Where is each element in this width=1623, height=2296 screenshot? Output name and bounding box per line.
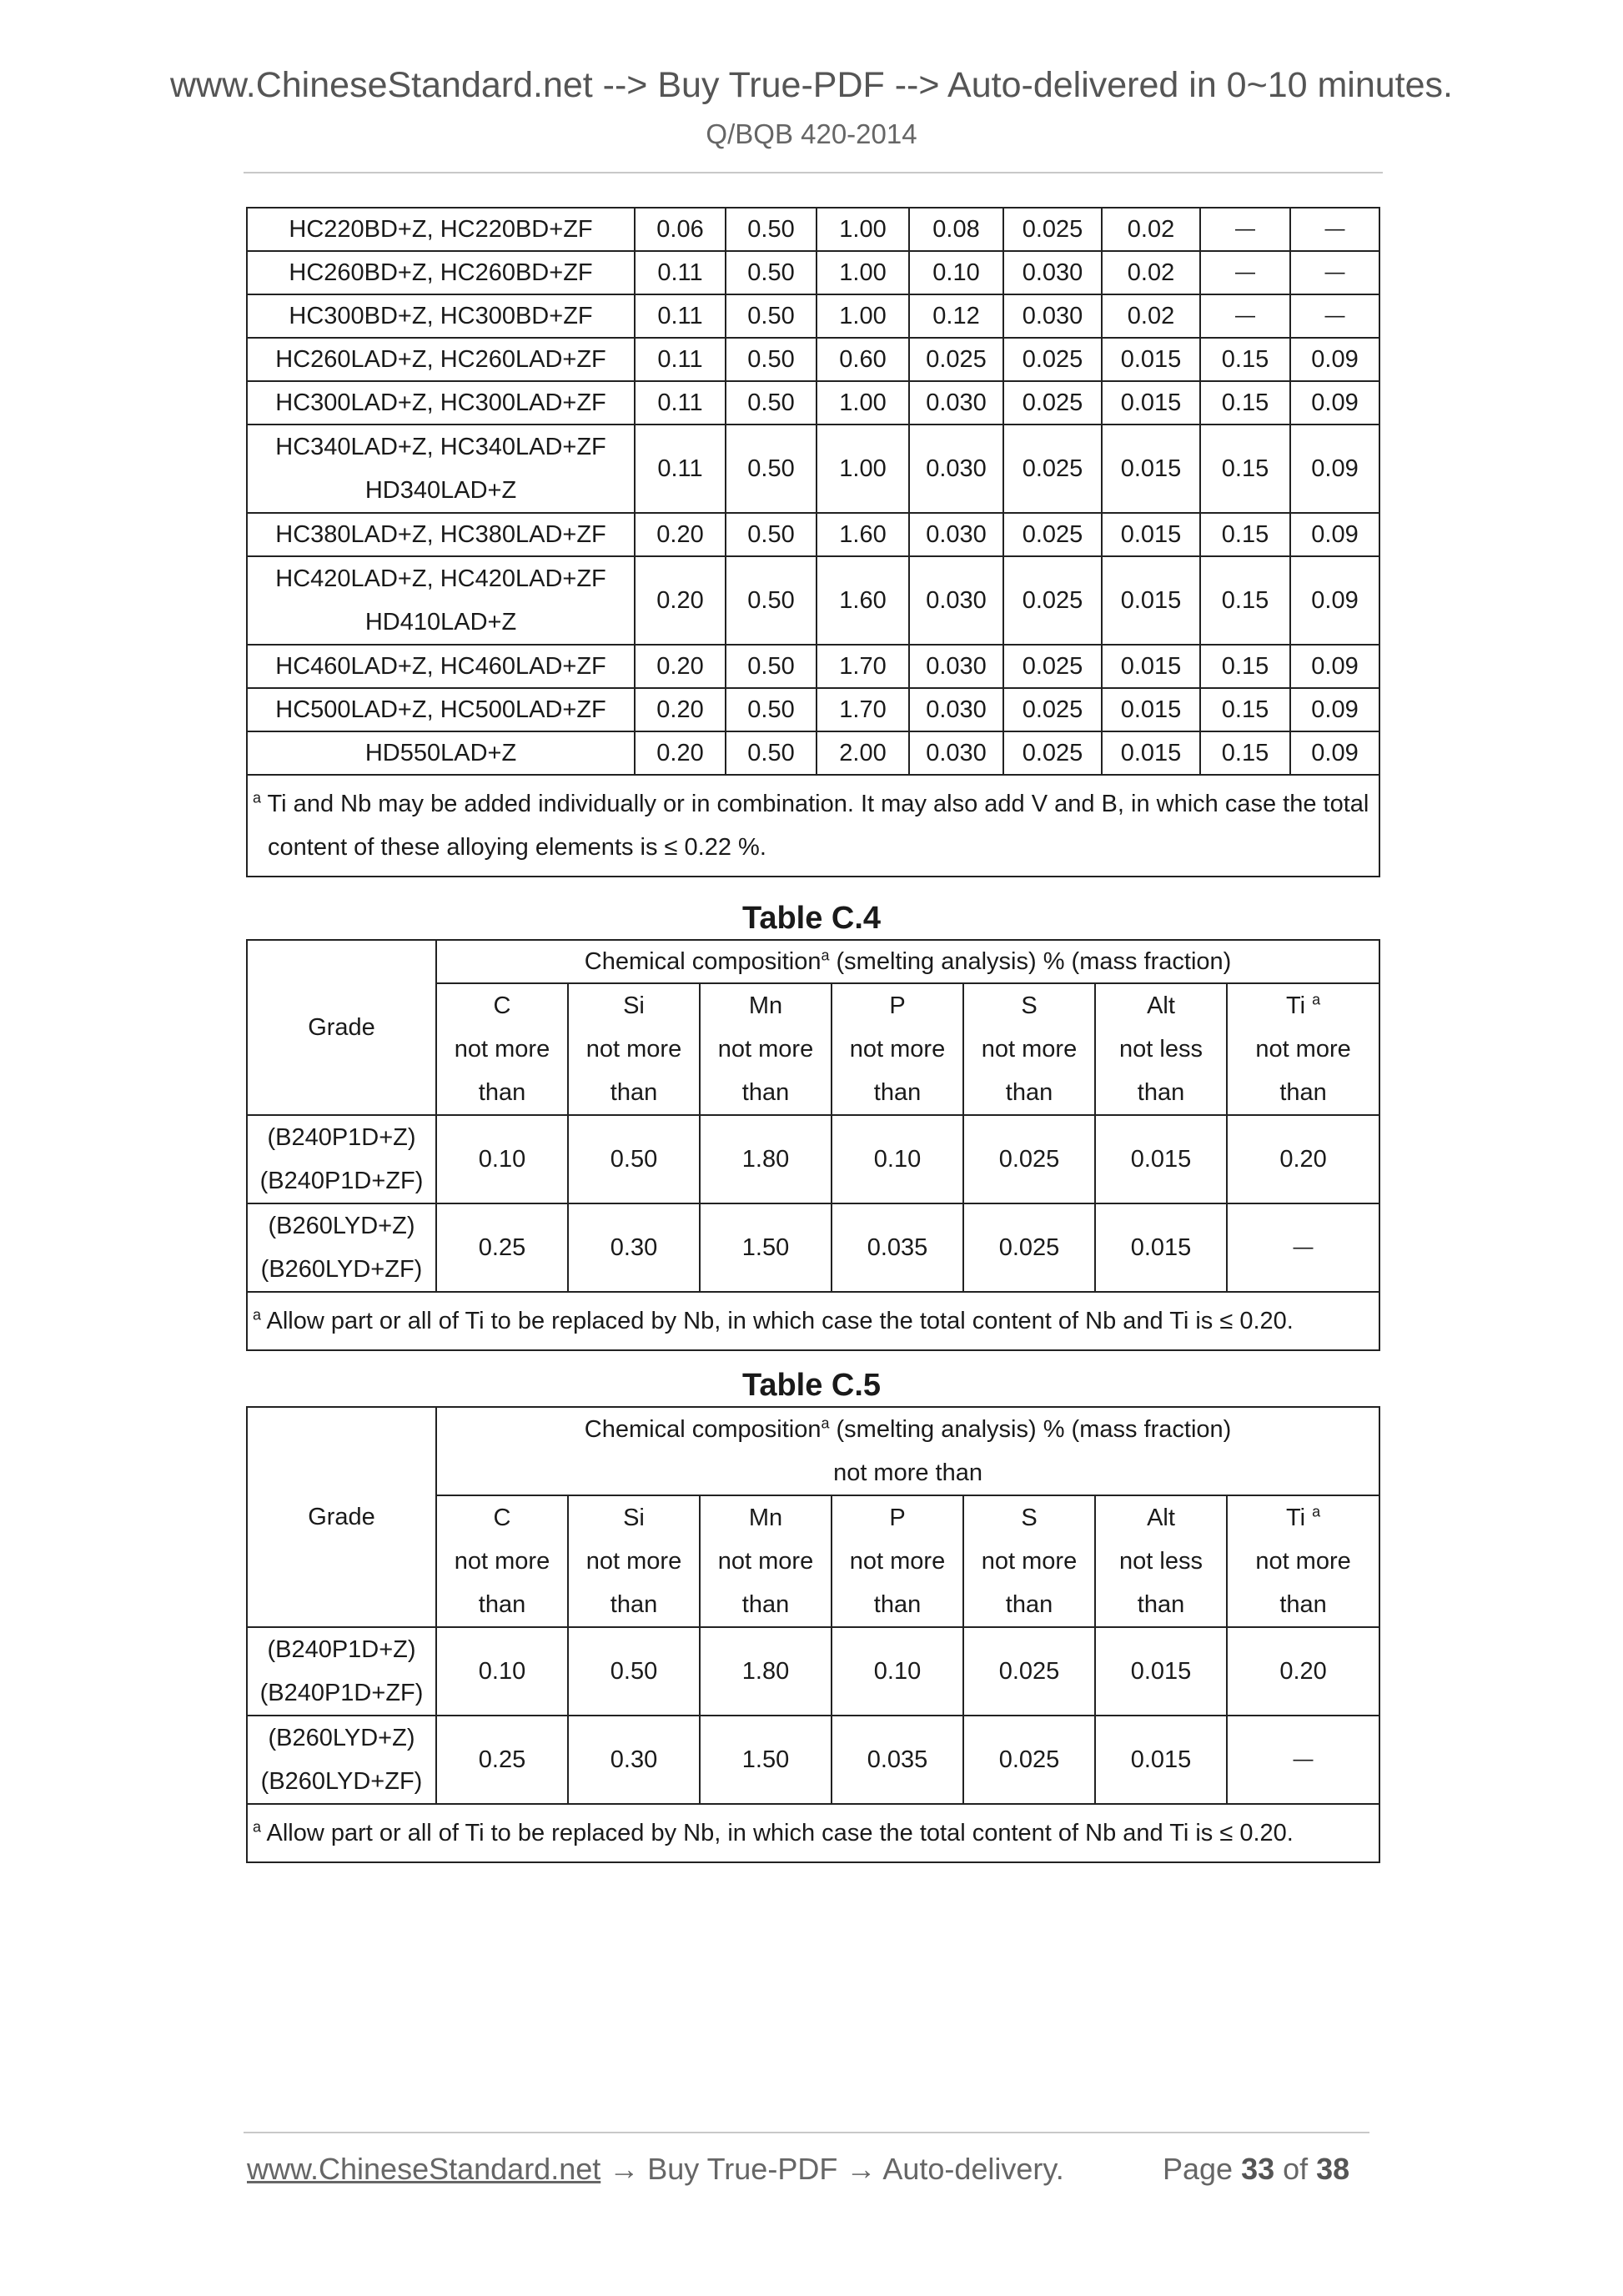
value-cell: 0.11 [635, 294, 726, 338]
grade-cell: HC380LAD+Z, HC380LAD+ZF [247, 513, 635, 556]
value-cell: 0.50 [726, 208, 817, 251]
value-cell: 0.50 [726, 294, 817, 338]
value-cell: 0.20 [635, 513, 726, 556]
element-column-header: S not more than [963, 983, 1095, 1115]
value-cell: 0.25 [436, 1203, 568, 1292]
value-cell: 0.25 [436, 1716, 568, 1804]
table-row [247, 645, 1379, 688]
value-cell: 0.09 [1290, 513, 1379, 556]
table-row [247, 513, 1379, 556]
table-footnote: $^a$ Ti and Nb may be added individually or in combination. It may also add V and B, in which case the total content of these alloying elements is ≤ 0.22 %. [247, 775, 1379, 877]
element-column-header: C not more than [436, 983, 568, 1115]
value-cell: 0.15 [1200, 425, 1290, 513]
element-column-header: S not more than [963, 1495, 1095, 1627]
element-column-header: Alt not less than [1095, 1495, 1227, 1627]
value-cell: 0.50 [726, 381, 817, 425]
value-cell: — [1200, 294, 1290, 338]
element-column-header: Si not more than [568, 1495, 700, 1627]
value-cell: 1.00 [817, 208, 909, 251]
table-row [247, 556, 1379, 645]
value-cell: 0.06 [635, 208, 726, 251]
value-cell: 1.50 [700, 1203, 832, 1292]
value-cell: 0.15 [1200, 556, 1290, 645]
value-cell: 0.09 [1290, 425, 1379, 513]
table-footnote: $^a$ Allow part or all of Ti to be replaced by Nb, in which case the total content of Nb and Ti is ≤ 0.20. [247, 1804, 1379, 1862]
table-c4 [246, 939, 1380, 1351]
table-c3-continued [246, 207, 1380, 877]
table-row [247, 338, 1379, 381]
element-column-header: Ti $^a$ not more than [1227, 983, 1379, 1115]
value-cell: 0.025 [963, 1716, 1095, 1804]
value-cell: 0.50 [726, 425, 817, 513]
value-cell: 0.10 [832, 1627, 963, 1716]
value-cell: 0.20 [635, 688, 726, 731]
value-cell: 0.11 [635, 338, 726, 381]
value-cell: 0.20 [635, 556, 726, 645]
value-cell: 0.12 [909, 294, 1003, 338]
table-footnote: $^a$ Allow part or all of Ti to be replaced by Nb, in which case the total content of Nb and Ti is ≤ 0.20. [247, 1292, 1379, 1350]
grade-cell: HC260LAD+Z, HC260LAD+ZF [247, 338, 635, 381]
value-cell: 0.09 [1290, 731, 1379, 775]
value-cell: 0.02 [1102, 251, 1200, 294]
chem-composition-header: Chemical composition$^a$ (smelting analysis) % (mass fraction) not more than [436, 1407, 1379, 1495]
value-cell: 0.20 [635, 645, 726, 688]
value-cell: 0.15 [1200, 381, 1290, 425]
value-cell: 0.20 [1227, 1115, 1379, 1203]
chem-composition-header: Chemical composition$^a$ (smelting analysis) % (mass fraction) [436, 940, 1379, 983]
value-cell: 0.025 [963, 1203, 1095, 1292]
value-cell: 0.15 [1200, 645, 1290, 688]
value-cell: 1.00 [817, 294, 909, 338]
value-cell: 1.80 [700, 1115, 832, 1203]
grade-cell: HC420LAD+Z, HC420LAD+ZF HD410LAD+Z [247, 556, 635, 645]
footer-divider [244, 2132, 1369, 2133]
value-cell: 0.02 [1102, 208, 1200, 251]
element-column-header: P not more than [832, 983, 963, 1115]
grade-cell: HD550LAD+Z [247, 731, 635, 775]
element-column-header: Mn not more than [700, 983, 832, 1115]
value-cell: 0.025 [1003, 338, 1102, 381]
table-c4-title: Table C.4 [741, 901, 882, 936]
header-divider [244, 172, 1383, 173]
value-cell: 0.025 [1003, 688, 1102, 731]
footer-promo [247, 2152, 1064, 2187]
table-row [247, 251, 1379, 294]
value-cell: 1.00 [817, 425, 909, 513]
value-cell: 1.60 [817, 513, 909, 556]
value-cell: 0.15 [1200, 731, 1290, 775]
value-cell: 1.70 [817, 645, 909, 688]
element-column-header: Ti $^a$ not more than [1227, 1495, 1379, 1627]
value-cell: 0.10 [436, 1627, 568, 1716]
value-cell: 0.30 [568, 1203, 700, 1292]
value-cell: 0.50 [726, 645, 817, 688]
grade-cell: HC340LAD+Z, HC340LAD+ZF HD340LAD+Z [247, 425, 635, 513]
value-cell: 0.015 [1095, 1115, 1227, 1203]
table-c5 [246, 1406, 1380, 1863]
value-cell: 2.00 [817, 731, 909, 775]
value-cell: 0.50 [726, 731, 817, 775]
value-cell: 0.030 [909, 556, 1003, 645]
table-row [247, 688, 1379, 731]
value-cell: 0.50 [726, 556, 817, 645]
value-cell: — [1227, 1203, 1379, 1292]
value-cell: 0.025 [1003, 513, 1102, 556]
value-cell: 0.025 [909, 338, 1003, 381]
grade-cell: (B260LYD+Z) (B260LYD+ZF) [247, 1716, 436, 1804]
grade-header: Grade [247, 1407, 436, 1627]
value-cell: — [1290, 251, 1379, 294]
element-column-header: Si not more than [568, 983, 700, 1115]
value-cell: 0.11 [635, 381, 726, 425]
value-cell: — [1200, 208, 1290, 251]
value-cell: — [1290, 294, 1379, 338]
grade-cell: HC300LAD+Z, HC300LAD+ZF [247, 381, 635, 425]
value-cell: 0.030 [909, 381, 1003, 425]
header-banner: www.ChineseStandard.net --> Buy True-PDF --> Auto-delivered in 0~10 minutes. [169, 65, 1453, 105]
value-cell: 0.10 [436, 1115, 568, 1203]
grade-cell: HC260BD+Z, HC260BD+ZF [247, 251, 635, 294]
value-cell: 0.50 [726, 338, 817, 381]
value-cell: 0.025 [1003, 556, 1102, 645]
grade-cell: HC500LAD+Z, HC500LAD+ZF [247, 688, 635, 731]
value-cell: 0.09 [1290, 556, 1379, 645]
value-cell: 0.015 [1102, 731, 1200, 775]
value-cell: 0.015 [1102, 381, 1200, 425]
value-cell: 0.02 [1102, 294, 1200, 338]
value-cell: 0.025 [1003, 731, 1102, 775]
page-total: 38 [1316, 2152, 1350, 2186]
table-row [247, 731, 1379, 775]
value-cell: — [1227, 1716, 1379, 1804]
value-cell: 0.20 [635, 731, 726, 775]
footer-promo-text: → Buy True-PDF → Auto-delivery. [600, 2152, 1064, 2186]
value-cell: 0.20 [1227, 1627, 1379, 1716]
value-cell: 1.50 [700, 1716, 832, 1804]
table-row [247, 1716, 1379, 1804]
value-cell: 0.08 [909, 208, 1003, 251]
value-cell: 0.50 [726, 688, 817, 731]
value-cell: 0.09 [1290, 338, 1379, 381]
value-cell: 1.80 [700, 1627, 832, 1716]
table-row [247, 294, 1379, 338]
value-cell: 1.60 [817, 556, 909, 645]
value-cell: 0.015 [1102, 688, 1200, 731]
value-cell: 0.09 [1290, 381, 1379, 425]
value-cell: 0.030 [1003, 294, 1102, 338]
grade-cell: HC300BD+Z, HC300BD+ZF [247, 294, 635, 338]
table-row [247, 425, 1379, 513]
value-cell: 0.015 [1102, 425, 1200, 513]
value-cell: — [1200, 251, 1290, 294]
value-cell: 0.015 [1095, 1203, 1227, 1292]
table-row [247, 381, 1379, 425]
value-cell: 0.11 [635, 425, 726, 513]
value-cell: 0.030 [909, 645, 1003, 688]
value-cell: 0.015 [1102, 338, 1200, 381]
value-cell: 0.10 [909, 251, 1003, 294]
value-cell: 0.025 [1003, 208, 1102, 251]
element-column-header: P not more than [832, 1495, 963, 1627]
table-row [247, 1203, 1379, 1292]
table-row [247, 208, 1379, 251]
grade-cell: (B240P1D+Z) (B240P1D+ZF) [247, 1627, 436, 1716]
value-cell: 0.50 [726, 513, 817, 556]
value-cell: 0.030 [909, 688, 1003, 731]
value-cell: 0.09 [1290, 688, 1379, 731]
value-cell: — [1290, 208, 1379, 251]
table-c5-title: Table C.5 [741, 1368, 882, 1403]
element-column-header: Mn not more than [700, 1495, 832, 1627]
value-cell: 0.015 [1095, 1627, 1227, 1716]
grade-header: Grade [247, 940, 436, 1115]
value-cell: 0.50 [726, 251, 817, 294]
value-cell: 0.030 [909, 731, 1003, 775]
value-cell: 0.035 [832, 1716, 963, 1804]
value-cell: 1.70 [817, 688, 909, 731]
value-cell: 0.50 [568, 1115, 700, 1203]
value-cell: 0.025 [963, 1627, 1095, 1716]
document-code: Q/BQB 420-2014 [706, 118, 917, 149]
grade-cell: (B240P1D+Z) (B240P1D+ZF) [247, 1115, 436, 1203]
value-cell: 1.00 [817, 381, 909, 425]
table-row [247, 1115, 1379, 1203]
value-cell: 0.025 [963, 1115, 1095, 1203]
value-cell: 0.025 [1003, 381, 1102, 425]
value-cell: 0.60 [817, 338, 909, 381]
grade-cell: (B260LYD+Z) (B260LYD+ZF) [247, 1203, 436, 1292]
value-cell: 0.015 [1095, 1716, 1227, 1804]
value-cell: 0.50 [568, 1627, 700, 1716]
value-cell: 0.15 [1200, 338, 1290, 381]
value-cell: 0.09 [1290, 645, 1379, 688]
value-cell: 0.025 [1003, 425, 1102, 513]
table-row [247, 1627, 1379, 1716]
value-cell: 0.030 [909, 513, 1003, 556]
value-cell: 0.030 [1003, 251, 1102, 294]
element-column-header: Alt not less than [1095, 983, 1227, 1115]
grade-cell: HC460LAD+Z, HC460LAD+ZF [247, 645, 635, 688]
value-cell: 1.00 [817, 251, 909, 294]
value-cell: 0.030 [909, 425, 1003, 513]
value-cell: 0.30 [568, 1716, 700, 1804]
footer-website-link[interactable]: www.ChineseStandard.net [247, 2152, 601, 2186]
value-cell: 0.015 [1102, 513, 1200, 556]
value-cell: 0.15 [1200, 688, 1290, 731]
value-cell: 0.015 [1102, 556, 1200, 645]
value-cell: 0.035 [832, 1203, 963, 1292]
page-indicator: Page 33 of 38 [1163, 2152, 1350, 2186]
element-column-header: C not more than [436, 1495, 568, 1627]
value-cell: 0.11 [635, 251, 726, 294]
page-number: 33 [1241, 2152, 1275, 2186]
value-cell: 0.15 [1200, 513, 1290, 556]
value-cell: 0.025 [1003, 645, 1102, 688]
value-cell: 0.10 [832, 1115, 963, 1203]
value-cell: 0.015 [1102, 645, 1200, 688]
grade-cell: HC220BD+Z, HC220BD+ZF [247, 208, 635, 251]
